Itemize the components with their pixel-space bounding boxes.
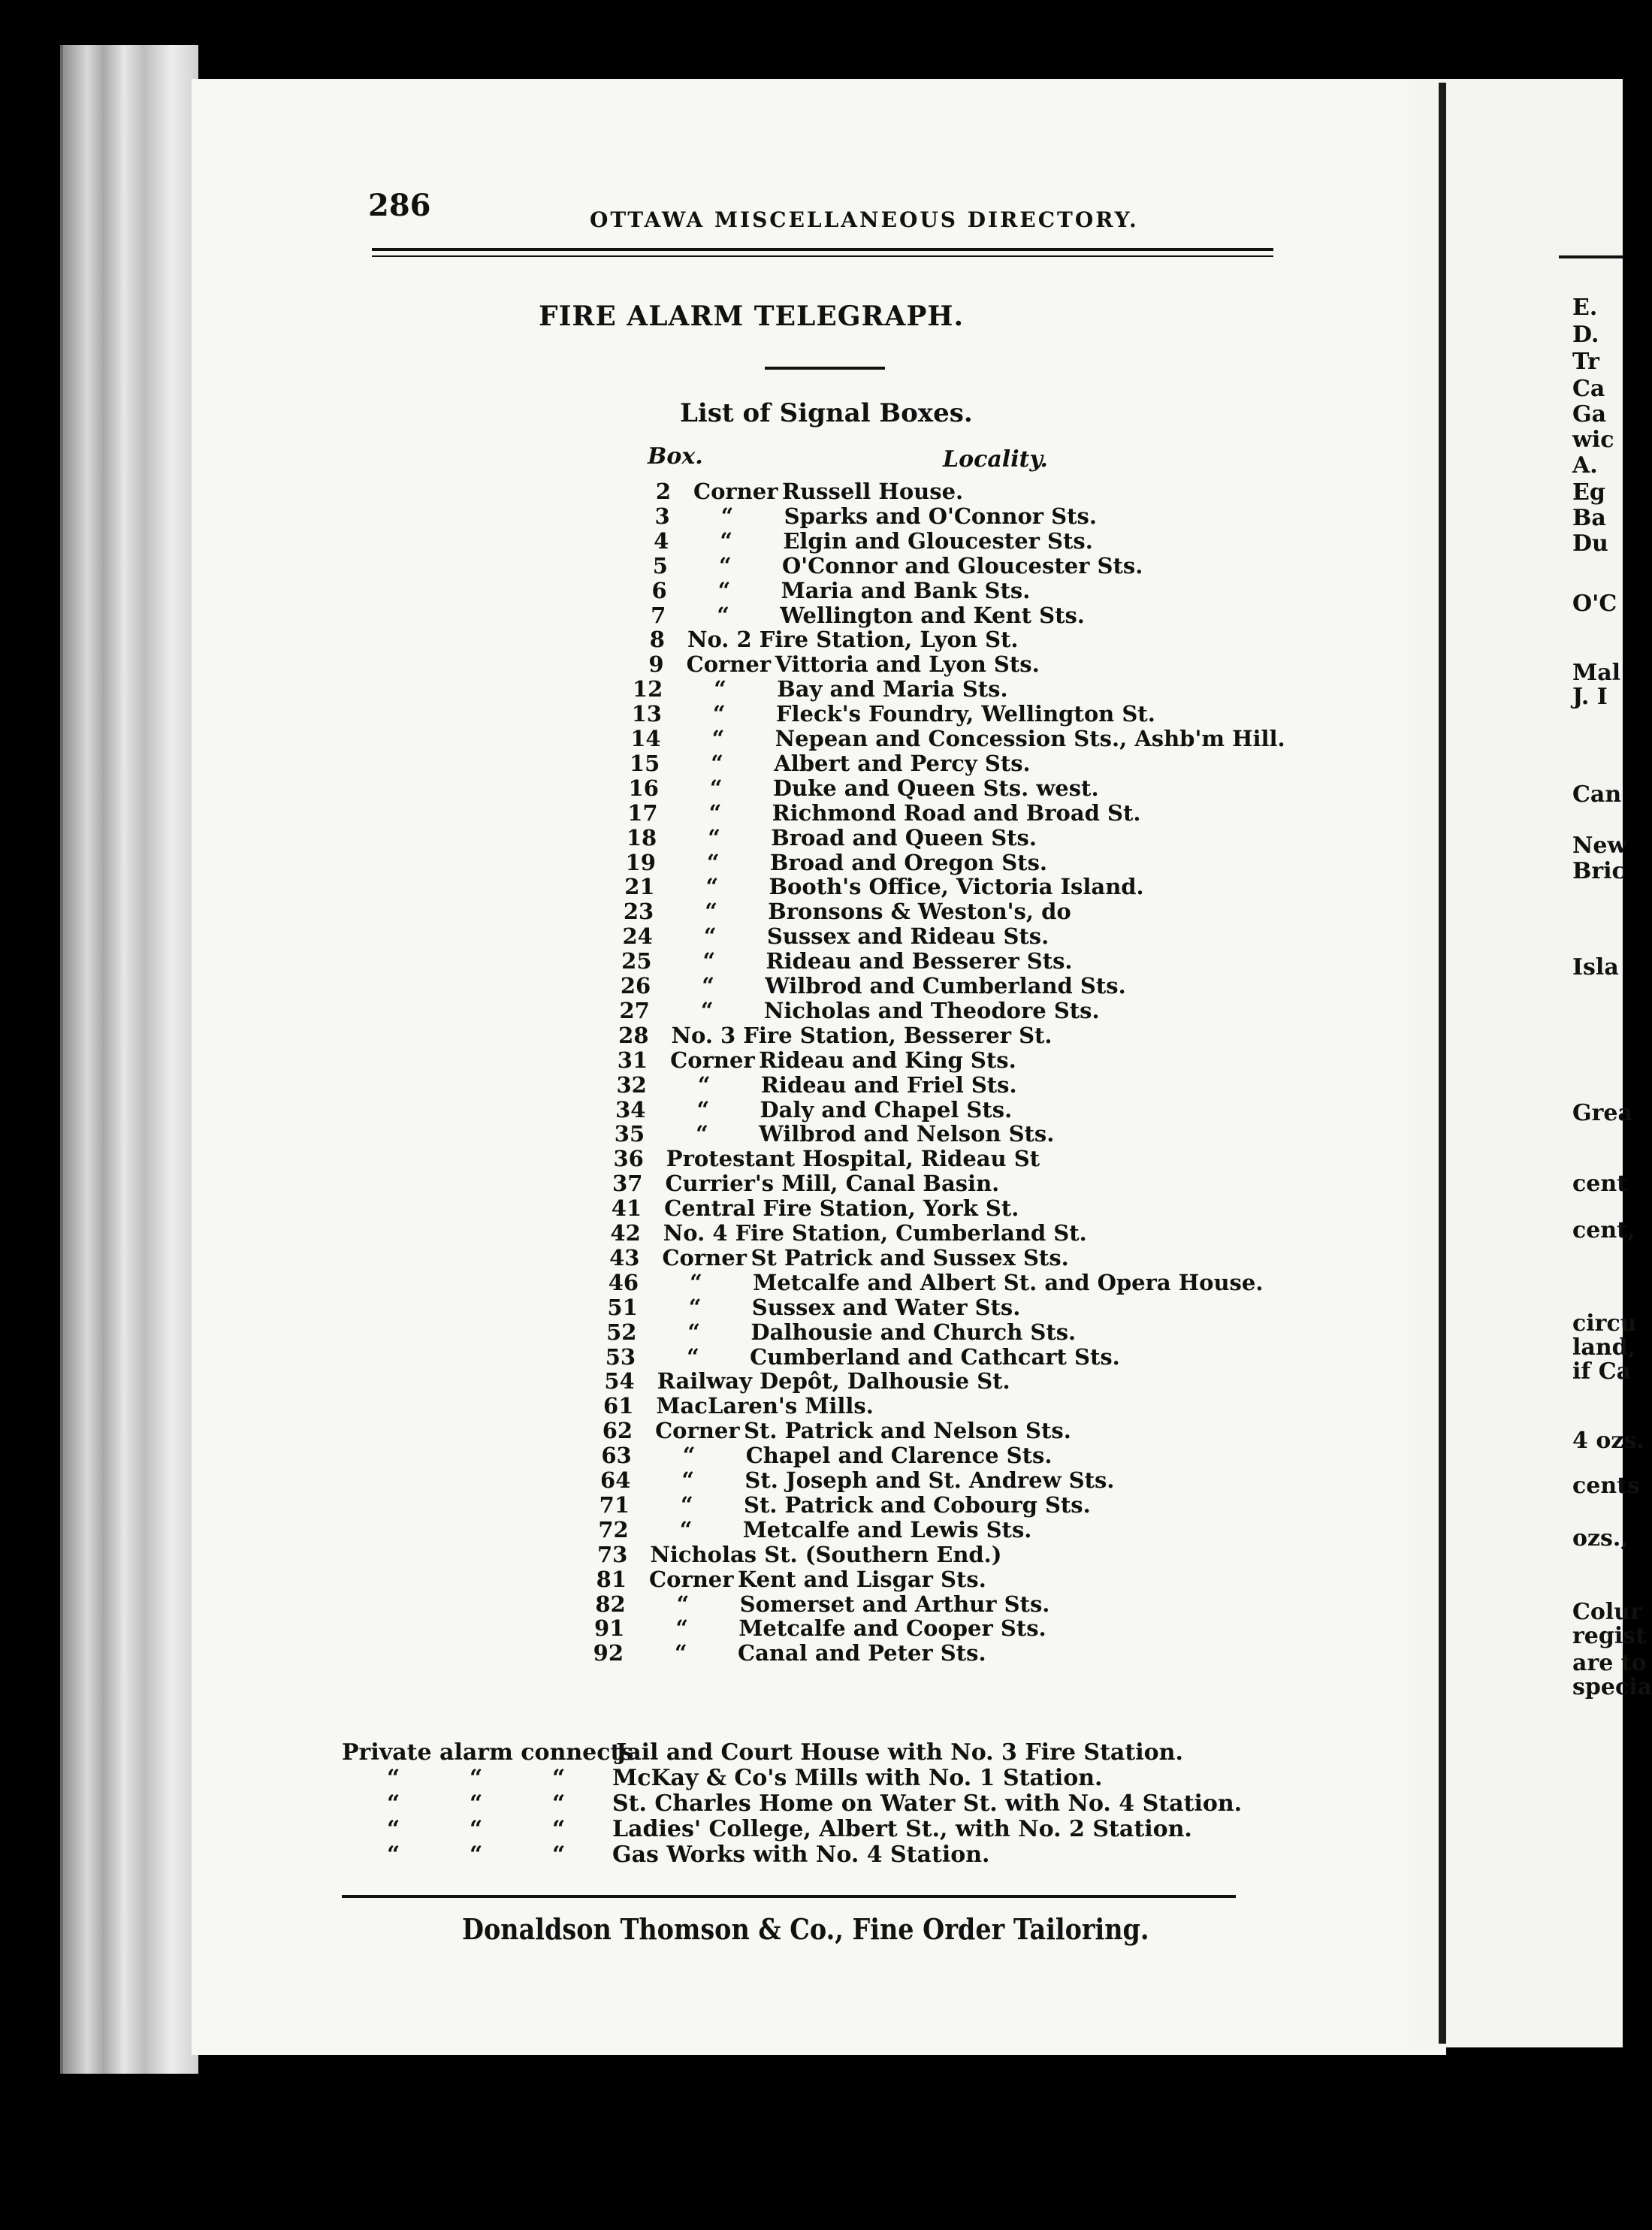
box-number: 17 (627, 799, 658, 826)
column-header-box: Box. (648, 443, 703, 470)
box-prefix: “ (697, 1071, 711, 1098)
box-prefix: “ (711, 750, 723, 776)
box-prefix: “ (709, 775, 723, 801)
facing-page-fragment: Isla (1572, 954, 1619, 981)
footer-advert: Donaldson Thomson & Co., Fine Order Tailoring. (462, 1912, 1149, 1946)
facing-page-fragment: Ba (1572, 505, 1606, 531)
ditto-mark: “ (387, 1816, 400, 1842)
box-number: 61 (603, 1393, 634, 1419)
box-locality: Central Fire Station, York St. (664, 1195, 1019, 1222)
box-prefix: “ (696, 1096, 710, 1123)
list-subtitle: List of Signal Boxes. (680, 398, 973, 428)
box-locality: Fleck's Foundry, Wellington St. (775, 701, 1155, 727)
box-locality: Russell House. (782, 479, 964, 504)
box-prefix: “ (708, 824, 720, 851)
private-alarm-text: Gas Works with No. 4 Station. (612, 1842, 990, 1868)
box-number: 81 (596, 1566, 627, 1592)
box-number: 5 (652, 552, 668, 579)
box-prefix: “ (702, 948, 716, 974)
running-title: OTTAWA MISCELLANEOUS DIRECTORY. (590, 207, 1139, 232)
box-prefix: “ (705, 899, 717, 925)
box-number: 6 (651, 577, 667, 603)
box-number: 7 (651, 602, 666, 628)
box-locality: Sussex and Rideau Sts. (766, 923, 1049, 950)
column-header-locality: Locality. (943, 446, 1048, 473)
box-prefix: “ (711, 726, 725, 751)
box-locality: Maria and Bank Sts. (781, 577, 1031, 603)
box-number: 51 (607, 1294, 638, 1320)
box-prefix: “ (720, 503, 734, 529)
ditto-mark: “ (470, 1816, 483, 1842)
box-number: 13 (631, 701, 662, 727)
box-locality: Rideau and Friel Sts. (760, 1071, 1017, 1098)
facing-page-fragment: New (1572, 832, 1627, 859)
ditto-mark: “ (387, 1842, 400, 1868)
box-number: 24 (622, 923, 653, 950)
box-locality: Richmond Road and Broad St. (772, 799, 1141, 826)
box-number: 25 (621, 948, 652, 974)
facing-page-fragment: E. (1572, 295, 1598, 321)
box-locality: Albert and Percy Sts. (774, 750, 1031, 776)
box-prefix: “ (717, 602, 729, 628)
box-prefix: “ (679, 1516, 693, 1543)
box-number: 42 (610, 1220, 641, 1246)
facing-page-fragment: land, (1572, 1334, 1636, 1361)
facing-page-fragment: D. (1572, 322, 1599, 348)
box-locality: St. Patrick and Cobourg Sts. (744, 1491, 1091, 1518)
box-number: 3 (654, 503, 670, 529)
box-number: 41 (611, 1195, 642, 1222)
ditto-mark: “ (470, 1790, 483, 1817)
ditto-mark: “ (470, 1842, 483, 1868)
facing-page-fragment: cent (1572, 1171, 1628, 1197)
box-locality: Vittoria and Lyon Sts. (775, 651, 1040, 678)
box-locality: Metcalfe and Cooper Sts. (738, 1615, 1046, 1642)
box-locality: MacLaren's Mills. (656, 1393, 874, 1419)
box-number: 43 (609, 1244, 640, 1271)
box-prefix: Corner (662, 1244, 747, 1271)
box-locality: No. 2 Fire Station, Lyon St. (687, 627, 1019, 653)
box-locality: Metcalfe and Lewis Sts. (742, 1516, 1032, 1543)
box-locality: Somerset and Arthur Sts. (739, 1591, 1050, 1617)
facing-page-fragment: Du (1572, 530, 1608, 557)
box-locality: Railway Depôt, Dalhousie St. (657, 1368, 1010, 1395)
facing-page-fragment: are to (1572, 1650, 1647, 1676)
box-prefix: “ (712, 701, 726, 727)
box-prefix: “ (696, 1121, 708, 1147)
title-divider (765, 367, 885, 370)
box-number: 63 (601, 1443, 632, 1469)
book-gutter (1439, 83, 1446, 2044)
box-prefix: “ (682, 1443, 696, 1469)
box-number: 53 (605, 1343, 636, 1370)
box-prefix: Corner (686, 651, 772, 678)
box-locality: Nicholas and Theodore Sts. (763, 997, 1100, 1023)
page-number: 286 (368, 188, 431, 223)
box-number: 9 (648, 651, 664, 678)
box-number: 18 (626, 824, 657, 851)
box-locality: Wilbrod and Cumberland Sts. (765, 973, 1126, 999)
facing-page-fragment: J. I (1572, 684, 1608, 710)
facing-page-fragment: Bric (1572, 858, 1626, 884)
box-number: 28 (618, 1022, 649, 1048)
ditto-mark: “ (552, 1816, 566, 1842)
facing-page-fragment: 4 ozs. (1572, 1428, 1644, 1454)
box-number: 34 (615, 1096, 646, 1123)
footer-rule (342, 1895, 1236, 1898)
box-number: 92 (593, 1640, 624, 1666)
box-prefix: “ (702, 973, 714, 999)
facing-page-fragment: Eg (1572, 479, 1605, 506)
box-locality: St. Joseph and St. Andrew Sts. (744, 1467, 1115, 1493)
box-locality: Daly and Chapel Sts. (760, 1096, 1013, 1123)
facing-page-fragment: Grea (1572, 1100, 1632, 1126)
private-alarm-lead: Private alarm connects (342, 1739, 634, 1766)
box-locality: O'Connor and Gloucester Sts. (781, 552, 1143, 579)
box-number: 54 (604, 1368, 635, 1395)
section-title: FIRE ALARM TELEGRAPH. (539, 301, 964, 332)
box-prefix: Corner (649, 1566, 734, 1592)
box-prefix: “ (708, 799, 722, 826)
box-prefix: Corner (693, 479, 778, 504)
facing-page-fragment: Tr (1572, 349, 1599, 375)
box-prefix: “ (706, 849, 720, 875)
ditto-mark: “ (552, 1765, 566, 1791)
box-number: 64 (600, 1467, 631, 1493)
box-prefix: “ (717, 577, 731, 603)
box-locality: Cumberland and Cathcart Sts. (750, 1343, 1120, 1370)
box-number: 19 (625, 849, 656, 875)
box-number: 72 (598, 1516, 629, 1543)
box-locality: Sparks and O'Connor Sts. (784, 503, 1097, 529)
private-alarm-text: McKay & Co's Mills with No. 1 Station. (612, 1765, 1103, 1791)
box-number: 73 (597, 1541, 628, 1567)
box-prefix: “ (705, 874, 719, 900)
box-number: 4 (654, 527, 669, 554)
box-number: 12 (632, 676, 663, 703)
box-locality: Booth's Office, Victoria Island. (769, 874, 1144, 900)
box-number: 16 (628, 775, 659, 801)
header-rule-top (372, 248, 1273, 251)
facing-page-fragment: if Ca (1572, 1358, 1632, 1385)
ditto-mark: “ (387, 1790, 400, 1817)
box-locality: Broad and Queen Sts. (771, 824, 1037, 851)
box-locality: Rideau and Besserer Sts. (766, 948, 1073, 974)
box-locality: Dalhousie and Church Sts. (750, 1319, 1077, 1345)
private-alarm-text: Ladies' College, Albert St., with No. 2 Station. (612, 1816, 1192, 1842)
box-locality: Kent and Lisgar Sts. (738, 1566, 986, 1592)
box-locality: Bronsons & Weston's, do (768, 899, 1071, 925)
box-prefix: “ (690, 1269, 702, 1295)
box-number: 14 (630, 726, 661, 751)
box-number: 15 (629, 750, 660, 776)
box-locality: Nicholas St. (Southern End.) (650, 1541, 1002, 1567)
box-prefix: “ (687, 1319, 701, 1345)
box-number: 35 (614, 1121, 645, 1147)
private-alarm-text: Jail and Court House with No. 3 Fire Station. (616, 1739, 1183, 1766)
box-number: 26 (620, 973, 651, 999)
box-locality: Sussex and Water Sts. (751, 1294, 1021, 1320)
box-locality: Broad and Oregon Sts. (769, 849, 1047, 875)
box-locality: Canal and Peter Sts. (738, 1640, 986, 1666)
facing-page-fragment: cent, (1572, 1217, 1635, 1243)
box-number: 23 (623, 899, 654, 925)
box-number: 82 (595, 1591, 626, 1617)
ditto-mark: “ (552, 1842, 566, 1868)
box-prefix: “ (676, 1591, 690, 1617)
right-page-rule (1559, 255, 1623, 258)
box-number: 52 (606, 1319, 637, 1345)
box-prefix: “ (720, 527, 732, 554)
facing-page-fragment: Colur (1572, 1599, 1642, 1625)
box-number: 21 (624, 874, 655, 900)
facing-page-fragment: Can (1572, 781, 1622, 808)
ditto-mark: “ (552, 1790, 566, 1817)
ditto-mark: “ (470, 1765, 483, 1791)
box-number: 27 (619, 997, 650, 1023)
box-prefix: “ (714, 676, 726, 703)
facing-page-fragment: ozs., (1572, 1525, 1629, 1552)
box-prefix: “ (718, 552, 732, 579)
box-prefix: “ (675, 1640, 687, 1666)
box-number: 31 (617, 1047, 648, 1073)
box-number: 32 (616, 1071, 647, 1098)
facing-page-fragment: Mal (1572, 660, 1621, 686)
box-locality: St. Patrick and Nelson Sts. (744, 1418, 1071, 1444)
box-number: 2 (655, 479, 671, 504)
box-locality: Wilbrod and Nelson Sts. (759, 1121, 1055, 1147)
box-number: 36 (613, 1146, 644, 1172)
private-alarm-text: St. Charles Home on Water St. with No. 4 Station. (612, 1790, 1243, 1817)
box-locality: Rideau and King Sts. (759, 1047, 1016, 1073)
facing-page-fragment: circu (1572, 1310, 1637, 1337)
header-rule-bottom (372, 255, 1273, 257)
box-locality: No. 3 Fire Station, Besserer St. (671, 1022, 1053, 1048)
box-number: 91 (593, 1615, 625, 1642)
box-locality: Wellington and Kent Sts. (780, 602, 1085, 628)
facing-page-fragment: regist (1572, 1623, 1647, 1649)
box-prefix: Corner (655, 1418, 740, 1444)
box-prefix: “ (703, 923, 717, 950)
ditto-mark: “ (387, 1765, 400, 1791)
box-locality: Duke and Queen Sts. west. (772, 775, 1099, 801)
facing-page-fragment: Ca (1572, 376, 1605, 402)
box-locality: Protestant Hospital, Rideau St (666, 1146, 1040, 1172)
facing-page-fragment: O'C (1572, 591, 1617, 617)
box-number: 8 (649, 627, 665, 653)
box-prefix: “ (700, 997, 714, 1023)
box-number: 46 (608, 1269, 639, 1295)
box-prefix: “ (687, 1343, 699, 1370)
facing-page-fragment: wic (1572, 427, 1614, 453)
box-number: 62 (602, 1418, 633, 1444)
box-prefix: Corner (670, 1047, 755, 1073)
facing-page-fragment: cents (1572, 1473, 1640, 1499)
facing-page-fragment: specia (1572, 1674, 1652, 1700)
book-page-edges (60, 45, 198, 2074)
box-locality: Elgin and Gloucester Sts. (783, 527, 1093, 554)
box-prefix: “ (681, 1467, 695, 1493)
box-locality: Nepean and Concession Sts., Ashb'm Hill. (775, 726, 1285, 751)
facing-page-fragment: A. (1572, 452, 1598, 479)
box-prefix: “ (681, 1491, 693, 1518)
facing-page-fragment: Ga (1572, 401, 1607, 428)
box-locality: Currier's Mill, Canal Basin. (665, 1171, 1000, 1197)
box-locality: Chapel and Clarence Sts. (745, 1443, 1053, 1469)
box-locality: No. 4 Fire Station, Cumberland St. (663, 1220, 1087, 1246)
box-locality: Bay and Maria Sts. (777, 676, 1008, 703)
box-prefix: “ (688, 1294, 702, 1320)
box-prefix: “ (675, 1615, 689, 1642)
box-number: 37 (612, 1171, 643, 1197)
box-number: 71 (599, 1491, 630, 1518)
box-locality: St Patrick and Sussex Sts. (750, 1244, 1069, 1271)
box-locality: Metcalfe and Albert St. and Opera House. (753, 1269, 1264, 1295)
